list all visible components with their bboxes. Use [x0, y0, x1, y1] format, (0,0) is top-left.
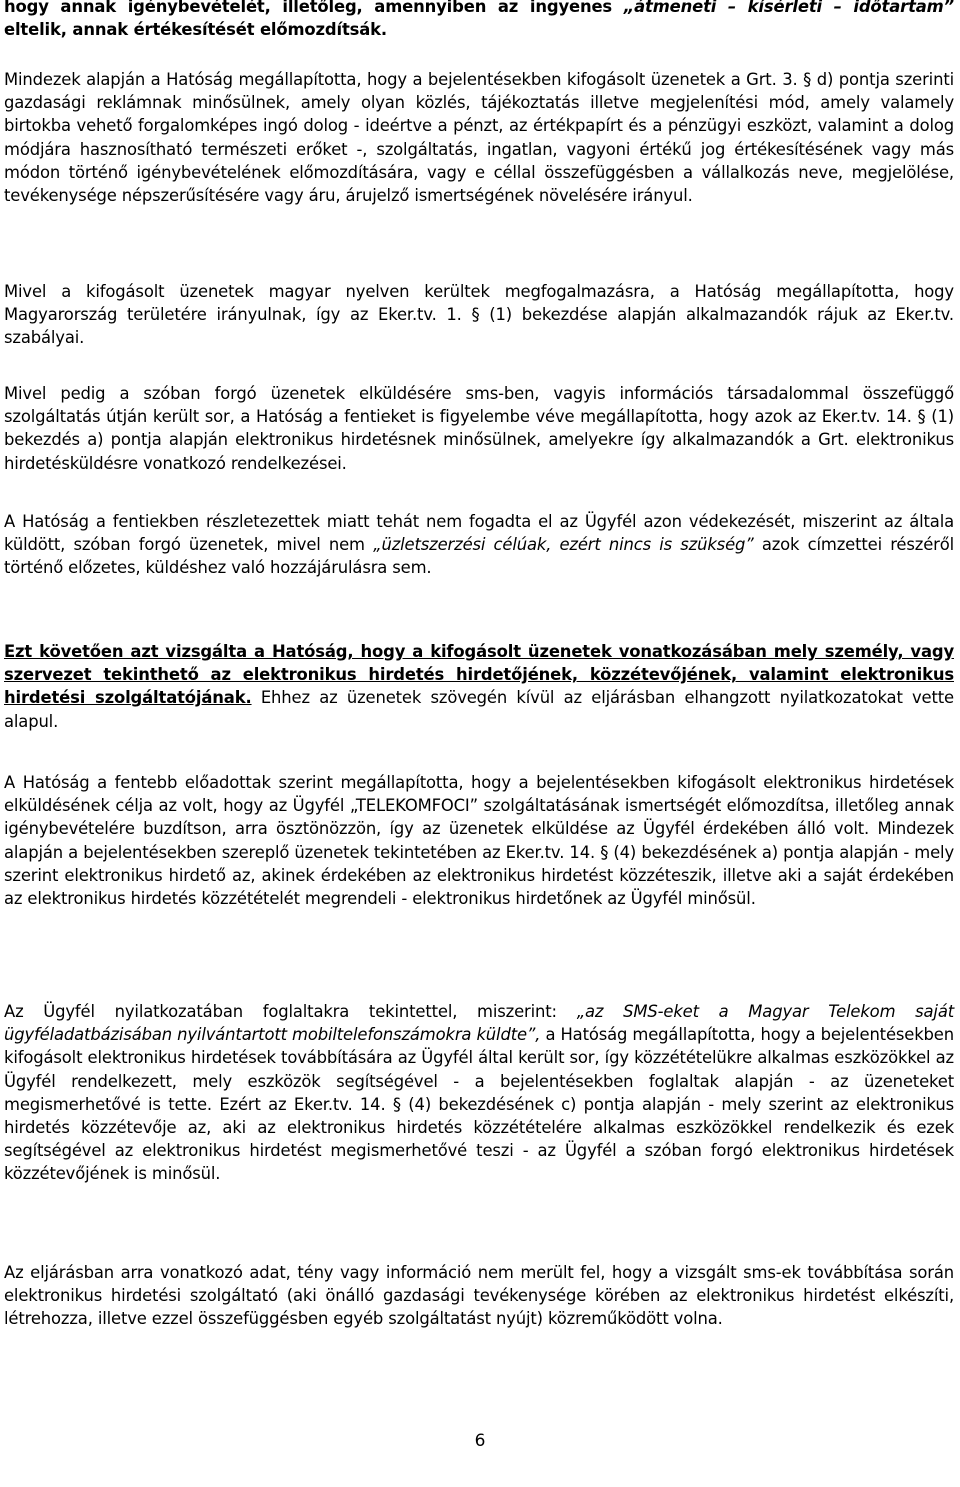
paragraph-5	[4, 510, 954, 580]
paragraph-8-a: Az Ügyfél nyilatkozatában foglaltakra tekintettel, miszerint:	[4, 1002, 577, 1021]
paragraph-6-heading: Ezt követően azt vizsgálta a Hatóság, hogy a kifogásolt üzenetek vonatkozásában mely személy, vagy szervezet tekinthető az elektronikus hirdetés hirdetőjének, közzétevőjének, valamint elektronikus hirdetési szolgáltatójának.	[4, 642, 954, 708]
paragraph-1-bold-a: hogy annak igénybevételét, illetőleg, amennyiben az ingyenes	[4, 0, 624, 16]
paragraph-2: Mindezek alapján a Hatóság megállapította, hogy a bejelentésekben kifogásolt üzenetek a Grt. 3. § d) pontja szerinti gazdasági reklámnak minősülnek, amely olyan közlés, tájékoztatás illetve megjelenítési mód, amely valamely birtokba vehető forgalomképes ingó dolog - ideértve a pénzt, az értékpapírt és a pénzügyi eszközt, valamint a dolog módjára hasznosítható természeti erőket -, szolgáltatás, ingatlan, vagyoni értékű jog értékesítésének vagy más módon történő igénybevételének előmozdítására, vagy e céllal összefüggésben a vállalkozás neve, megjelölése, tevékenysége népszerűsítésére vagy áru, árujelző ismertségének növelésére irányul.	[4, 70, 954, 206]
paragraph-9: Az eljárásban arra vonatkozó adat, tény vagy információ nem merült fel, hogy a vizsgált sms-ek továbbítása során elektronikus hirdetési szolgáltató (aki önálló gazdasági tevékenysége körében az elektronikus hirdetést elkészíti, létrehozza, illetve ezzel összefüggésben egyéb szolgáltatást nyújt) közreműködött volna.	[4, 1263, 954, 1329]
paragraph-1	[4, 0, 954, 41]
paragraph-5-b: azok címzettei részéről történő előzetes, küldéshez való hozzájárulásra sem.	[4, 535, 955, 578]
paragraph-8-quote: „az SMS-eket a Magyar Telekom saját ügyféladatbázisában nyilvántartott mobiltelefonszámokra küldte”,	[4, 1002, 954, 1045]
page-number: 6	[474, 1431, 486, 1451]
paragraph-8	[4, 1000, 954, 1186]
paragraph-6	[4, 640, 954, 733]
paragraph-5-a: A Hatóság a fentiekben részletezettek miatt tehát nem fogadta el az Ügyfél azon védekezését, miszerint az általa küldött, szóban forgó üzenetek, mivel nem	[4, 512, 954, 555]
paragraph-6-rest: Ehhez az üzenetek szövegén kívül az eljárásban elhangzott nyilatkozatokat vette alapul.	[4, 688, 954, 731]
paragraph-8-b: a Hatóság megállapította, hogy a bejelentésekben kifogásolt elektronikus hirdetések továbbítására az Ügyfél által került sor, így közzétételükre alkalmas eszközökkel az Ügyfél rendelkezett, mely eszközök segítségével - a bejelentésekben foglaltak alapján - az üzeneteket megismerhetővé is tette. Ezért az Eker.tv. 14. § (4) bekezdésének c) pontja alapján - mely szerint az elektronikus hirdetés közzétevője az, aki az elektronikus hirdetés közzétételére alkalmas eszközökkel rendelkezik és ezek segítségével az elektronikus hirdetést megismerhetővé teszi - az Ügyfél a szóban forgó elektronikus hirdetések közzétevőjének is minősül.	[4, 1025, 954, 1184]
paragraph-1-quote: „átmeneti – kísérleti – időtartam”	[623, 0, 954, 16]
paragraph-5-quote: „üzletszerzési célúak, ezért nincs is szükség”	[373, 535, 754, 555]
paragraph-4: Mivel pedig a szóban forgó üzenetek elküldésére sms-ben, vagyis információs társadalommal összefüggő szolgáltatás útján került sor, a Hatóság a fentieket is figyelembe véve megállapította, hogy azok az Eker.tv. 14. § (1) bekezdés a) pontja alapján elektronikus hirdetésnek minősülnek, amelyekre így alkalmazandók a Grt. elektronikus hirdetésküldésre vonatkozó rendelkezései.	[4, 384, 954, 473]
paragraph-7: A Hatóság a fentebb előadottak szerint megállapította, hogy a bejelentésekben kifogásolt elektronikus hirdetések elküldésének célja az volt, hogy az Ügyfél „TELEKOMFOCI” szolgáltatásának ismertségét előmozdítsa, illetőleg annak igénybevételére buzdítson, arra ösztönözzön, így az üzenetek elküldése az Ügyfél érdekében álló volt. Mindezek alapján a bejelentésekben szereplő üzenetek tekintetében az Eker.tv. 14. § (4) bekezdésének a) pontja alapján - mely szerint elektronikus hirdető az, akinek érdekében az elektronikus hirdetést közzéteszik, illetve aki a saját érdekében az elektronikus hirdetés közzétételét megrendeli - elektronikus hirdetőnek az Ügyfél minősül.	[4, 773, 954, 909]
paragraph-3: Mivel a kifogásolt üzenetek magyar nyelven kerültek megfogalmazásra, a Hatóság megállapította, hogy Magyarország területére irányulnak, így az Eker.tv. 1. § (1) bekezdése alapján alkalmazandók rájuk az Eker.tv. szabályai.	[4, 282, 954, 348]
paragraph-1-bold-b: eltelik, annak értékesítését előmozdítsák.	[4, 20, 387, 40]
